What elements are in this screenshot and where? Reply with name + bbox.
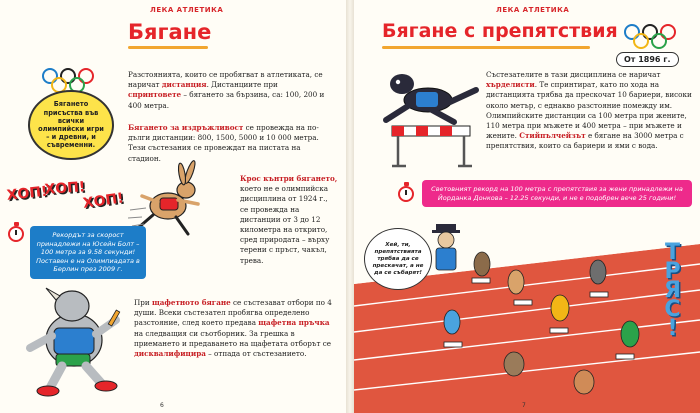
right-page — [354, 0, 700, 413]
page-number: 7 — [522, 402, 526, 409]
term-relay: щафетното бягане — [151, 298, 231, 307]
title-underline — [382, 46, 590, 49]
intro-text-2: . Дистанциите при — [206, 80, 278, 90]
left-page — [0, 0, 346, 413]
record-box-donkova: Световният рекорд на 100 метра с препятствия за жени принадлежи на Йорданка Донкова – 12.25 секунди, и не е подобрен вече 25 години! — [422, 180, 692, 207]
term-endurance: Бягането за издръжливост — [128, 123, 244, 132]
term-hurdlers: хърделисти — [486, 80, 535, 90]
hurdles-text-1: Състезателите в тази дисциплина се наричат — [486, 70, 661, 79]
record-box-bolt: Рекордът за скорост принадлежи на Юсейн Болт – 100 метра за 9.58 секунди! Поставен е на Олимпиадата в Берлин през 2009 г. — [30, 226, 146, 279]
hurdles-text-2: . Те спринтират, като по хода на дистанцията трябва да прескочат 10 бариери, високи около метър, с еднакво разстояние помежду им. Олимпийските дистанции са 100 метра при жените, 110 метра при мъжете и 400 метра – при мъжете и жените. — [486, 80, 692, 141]
term-sprints: спринтовете — [128, 90, 182, 100]
stopwatch-icon — [8, 226, 24, 242]
relay-paragraph — [134, 298, 338, 359]
term-distance: дистанция — [161, 80, 207, 90]
relay-text-4: – отпада от състезанието. — [205, 349, 307, 359]
cross-country-paragraph — [240, 174, 338, 266]
info-badge: Бягането присъства във всички олимпийски игри – и древни, и съвременни. — [28, 90, 114, 160]
hop-word-3: ХОП! — [82, 190, 125, 212]
relay-text-1: При — [134, 298, 152, 307]
crash-word: ТРЯС! — [660, 240, 685, 335]
cross-country-text: което не е олимпийска дисциплина от 1924 г., се провежда на дистанции от 3 до 12 километра на открито, сред природата – върху терени с пръст, чакъл, трева. — [240, 184, 330, 265]
relay-text-2: се състезават отбори по 4 души. Всеки състезател пробягва определено разстояние, след което предава — [134, 298, 332, 328]
term-cross-country: Крос кънтри бягането, — [240, 174, 338, 183]
term-baton: щафетна пръчка — [258, 318, 330, 328]
intro-text-1: Разстоянията, които се пробягват в атлетиката, се наричат — [128, 70, 323, 90]
term-steeplechase: Стийпълчейзът — [519, 131, 586, 141]
speech-bubble: Хей, ти, препятствията трябва да се прескачат, а не да се събарят! — [364, 228, 432, 290]
hurdles-text-3: е бягане на 3000 метра с препятствия, които са бариери и ями с вода. — [486, 131, 684, 151]
endurance-paragraph — [128, 123, 328, 164]
section-tag: ЛЕКА АТЛЕТИКА — [496, 6, 570, 14]
term-disqualified: дисквалифицира — [134, 349, 206, 359]
running-rhino-illustration — [12, 282, 132, 400]
stopwatch-icon — [398, 186, 414, 202]
intro-paragraph — [128, 70, 328, 111]
panther-hurdler-illustration — [372, 64, 484, 172]
year-badge: От 1896 г. — [616, 52, 679, 67]
hurdles-paragraph — [486, 70, 692, 152]
section-tag: ЛЕКА АТЛЕТИКА — [150, 6, 224, 14]
title-underline — [128, 46, 208, 49]
hop-word-1: ХОП! — [6, 183, 49, 204]
intro-text-3: – бягането за бързина, са: 100, 200 и 400 метра. — [128, 90, 325, 110]
page-title: Бягане с препятствия — [382, 20, 618, 42]
endurance-text: се провежда на по-дълги дистанции: 800, 1500, 5000 и 10 000 метра. Тези състезания се провеждат на пистата на стадион. — [128, 123, 319, 163]
page-number: 6 — [160, 402, 164, 409]
relay-text-3: на следващия си съотборник. За грешка в приемането и предаването на щафетата отборът се — [134, 328, 332, 348]
olympic-rings-icon — [624, 24, 684, 50]
hop-word-2: ХОП! — [44, 179, 86, 198]
page-title: Бягане — [128, 20, 212, 44]
book-gutter — [346, 0, 354, 413]
